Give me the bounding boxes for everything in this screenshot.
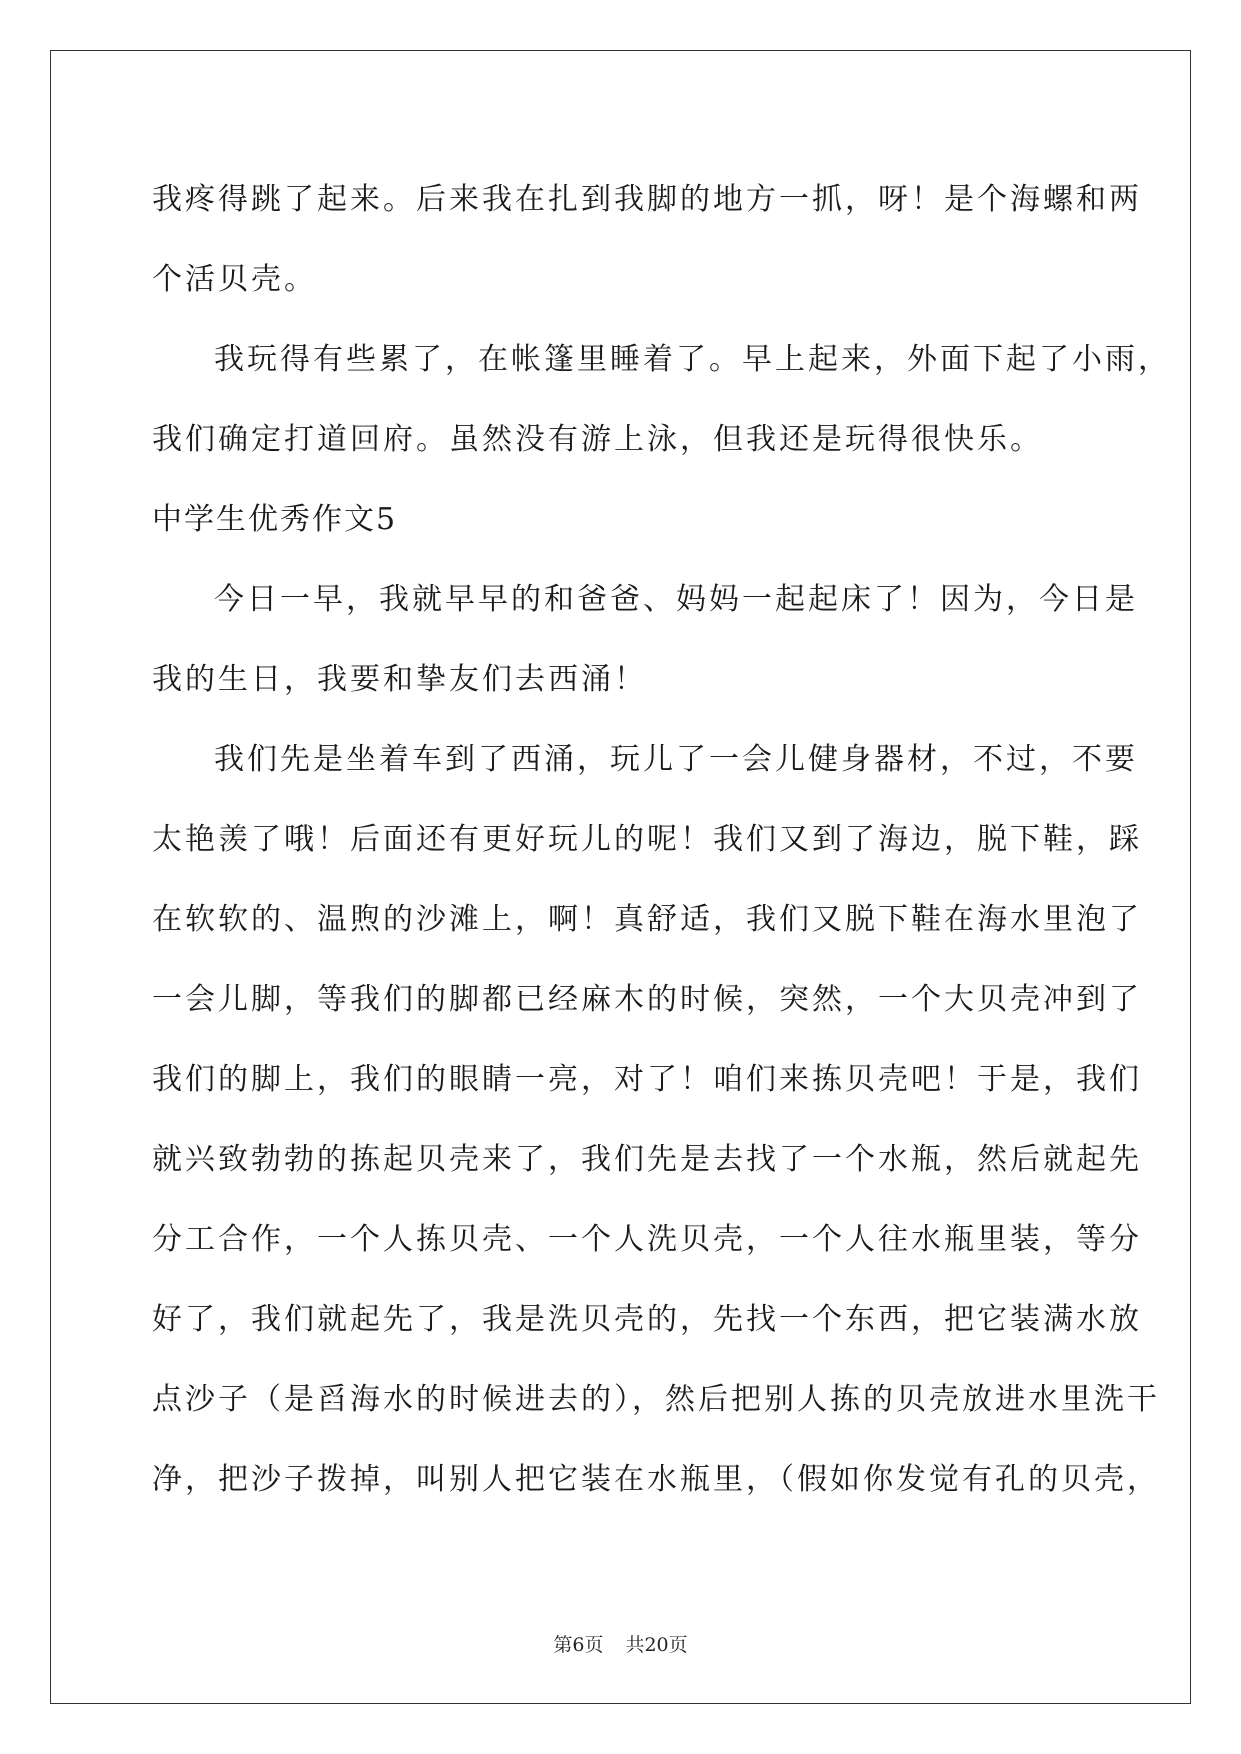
paragraph-start-line: 今日一早，我就早早的和爸爸、妈妈一起起床了！因为，今日是 bbox=[214, 582, 1138, 617]
text-line: 我的生日，我要和挚友们去西涌！ bbox=[152, 662, 647, 697]
text-line: 我们确定打道回府。虽然没有游上泳，但我还是玩得很快乐。 bbox=[152, 422, 1043, 457]
text-line: 分工合作，一个人拣贝壳、一个人洗贝壳，一个人往水瓶里装，等分 bbox=[152, 1222, 1142, 1257]
page-number-current: 第6页 bbox=[553, 1634, 604, 1656]
document-body bbox=[152, 160, 1171, 1520]
paragraph-start-line: 我玩得有些累了，在帐篷里睡着了。早上起来，外面下起了小雨， bbox=[214, 342, 1171, 377]
text-line: 个活贝壳。 bbox=[152, 262, 317, 297]
page-footer bbox=[0, 1630, 1241, 1657]
text-line: 我们的脚上，我们的眼睛一亮，对了！咱们来拣贝壳吧！于是，我们 bbox=[152, 1062, 1142, 1097]
text-line: 在软软的、温煦的沙滩上，啊！真舒适，我们又脱下鞋在海水里泡了 bbox=[152, 902, 1142, 937]
section-heading: 中学生优秀作文5 bbox=[152, 502, 398, 537]
page-number-total: 共20页 bbox=[625, 1634, 688, 1656]
text-line: 好了，我们就起先了，我是洗贝壳的，先找一个东西，把它装满水放 bbox=[152, 1302, 1142, 1337]
paragraph-start-line: 我们先是坐着车到了西涌，玩儿了一会儿健身器材，不过，不要 bbox=[214, 742, 1138, 777]
text-line: 净，把沙子拨掉，叫别人把它装在水瓶里，（假如你发觉有孔的贝壳， bbox=[152, 1462, 1160, 1497]
text-line: 我疼得跳了起来。后来我在扎到我脚的地方一抓，呀！是个海螺和两 bbox=[152, 182, 1142, 217]
text-line: 一会儿脚，等我们的脚都已经麻木的时候，突然，一个大贝壳冲到了 bbox=[152, 982, 1142, 1017]
text-line: 太艳羡了哦！后面还有更好玩儿的呢！我们又到了海边，脱下鞋，踩 bbox=[152, 822, 1142, 857]
text-line: 点沙子（是舀海水的时候进去的），然后把别人拣的贝壳放进水里洗干 bbox=[152, 1382, 1160, 1417]
text-line: 就兴致勃勃的拣起贝壳来了，我们先是去找了一个水瓶，然后就起先 bbox=[152, 1142, 1142, 1177]
